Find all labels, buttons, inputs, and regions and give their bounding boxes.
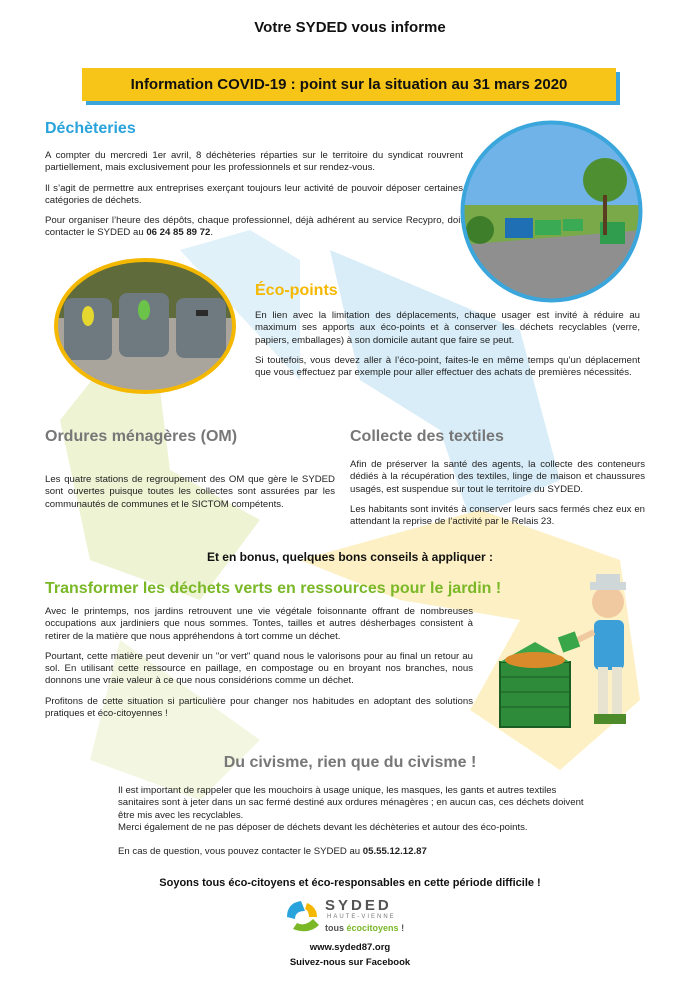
textiles-paragraph-1: Afin de préserver la santé des agents, la collecte des conteneurs dédiés à la récupération des textiles, linge de maison et chaussures usagés, est suspendue sur tout le territoire du SYDED. xyxy=(350,459,645,495)
jardin-paragraph-2: Pourtant, cette matière peut devenir un "or vert" quand nous le valorisons pour au final un retour au sol. En utilisant cette ressource en paillage, en compostage ou en broyant nos branches, nous donnons une vraie valeur à ce que nous considérions comme un déchet. xyxy=(45,650,473,687)
logo-sub: HAUTE-VIENNE xyxy=(327,914,396,920)
jardin-heading: Transformer les déchets verts en ressources pour le jardin ! xyxy=(45,580,502,597)
covid-banner: Information COVID-19 : point sur la situation au 31 mars 2020 xyxy=(82,68,616,101)
decheteries-paragraph-3 xyxy=(45,215,463,240)
textiles-heading: Collecte des textiles xyxy=(350,428,504,445)
logo-tag-eco: écocitoyens xyxy=(346,923,399,933)
om-heading: Ordures ménagères (OM) xyxy=(45,428,238,445)
website-link[interactable]: www.syded87.org xyxy=(309,942,391,953)
page-title: Votre SYDED vous informe xyxy=(254,19,446,36)
textiles-paragraph-2: Les habitants sont invités à conserver leurs sacs fermés chez eux en attendant la reprise de l’activité par le Relais 23. xyxy=(350,503,645,528)
syded-logo-icon xyxy=(283,897,321,935)
decheteries-phone: 06 24 85 89 72 xyxy=(146,227,211,239)
logo-tag-excl: ! xyxy=(401,923,405,933)
logo-name: SYDED xyxy=(325,897,392,914)
om-text xyxy=(45,474,335,519)
om-paragraph-1: Les quatre stations de regroupement des OM que gère le SYDED sont ouvertes puisque toutes les collectes sont assurées par les communautés de communes et le SICTOM compétents. xyxy=(45,474,335,510)
jardin-paragraph-3: Profitons de cette situation si particulière pour changer nos habitudes en adoptant des solutions pratiques et éco-citoyennes ! xyxy=(45,695,473,720)
facebook-link[interactable]: Suivez-nous sur Facebook xyxy=(289,957,411,968)
ecopoints-paragraph-1: En lien avec la limitation des déplacements, chaque usager est invité à réduire au maximum ses apports aux éco-points et à conserver les déchets recyclables (verre, papiers, emballages) à son domicile autant que faire se peut. xyxy=(255,310,640,346)
ecopoints-text xyxy=(255,310,640,387)
civisme-phone: 05.55.12.12.87 xyxy=(362,846,427,858)
ecopoints-photo xyxy=(54,258,236,394)
decheteries-paragraph-2: Il s’agit de permettre aux entreprises exerçant toujours leur activité de pouvoir déposer certaines catégories de déchets. xyxy=(45,182,463,206)
composter-illustration xyxy=(490,572,650,742)
civisme-heading: Du civisme, rien que du civisme ! xyxy=(223,754,477,771)
bonus-heading: Et en bonus, quelques bons conseils à appliquer : xyxy=(206,550,494,564)
civisme-contact-text: En cas de question, vous pouvez contacter le SYDED au xyxy=(118,846,363,858)
jardin-text xyxy=(45,606,473,728)
civisme-contact xyxy=(118,846,588,858)
textiles-text xyxy=(350,459,645,536)
decheterie-photo xyxy=(460,120,643,303)
syded-logo xyxy=(283,895,423,937)
jardin-paragraph-1: Avec le printemps, nos jardins retrouvent une vie végétale foisonnante offrant de nombreuses occupations aux jardiniers que nous sommes. Tontes, tailles et autres désherbages consistent à retirer de la matière que nous appréhendons à tort comme un déchet. xyxy=(45,606,473,642)
civisme-paragraph-1: Il est important de rappeler que les mouchoirs à usage unique, les masques, les gants et autres textiles sanitaires sont à jeter dans un sac fermé destiné aux ordures ménagères ; en aucun cas, ces déchets doivent être mis avec les recyclables. xyxy=(118,785,584,821)
civisme-text xyxy=(118,785,588,858)
logo-tagline xyxy=(325,923,404,933)
decheteries-contact-text: Pour organiser l’heure des dépôts, chaque professionnel, déjà adhérent au service Recypro, doit contacter le SYDED au xyxy=(45,215,463,239)
logo-tag-tous: tous xyxy=(325,923,344,933)
ecopoints-heading: Éco-points xyxy=(255,282,338,299)
decheteries-paragraph-1: A compter du mercredi 1er avril, 8 déchèteries réparties sur le territoire du syndicat rouvrent partiellement, mais exclusivement pour les professionnels et sur rendez-vous. xyxy=(45,150,463,174)
ecopoints-paragraph-2: Si toutefois, vous devez aller à l’éco-point, faites-le en même temps qu’un déplacement que vous effectuez par exemple pour aller effectuer des achats de premières nécessités. xyxy=(255,354,640,379)
decheteries-contact-end: . xyxy=(210,227,214,239)
civisme-paragraph-2: Merci également de ne pas déposer de déchets devant les déchèteries et autour des éco-points. xyxy=(118,821,528,833)
decheteries-heading: Déchèteries xyxy=(45,120,136,137)
decheteries-text xyxy=(45,150,463,248)
closing-line: Soyons tous éco-citoyens et éco-responsables en cette période difficile ! xyxy=(159,877,541,889)
